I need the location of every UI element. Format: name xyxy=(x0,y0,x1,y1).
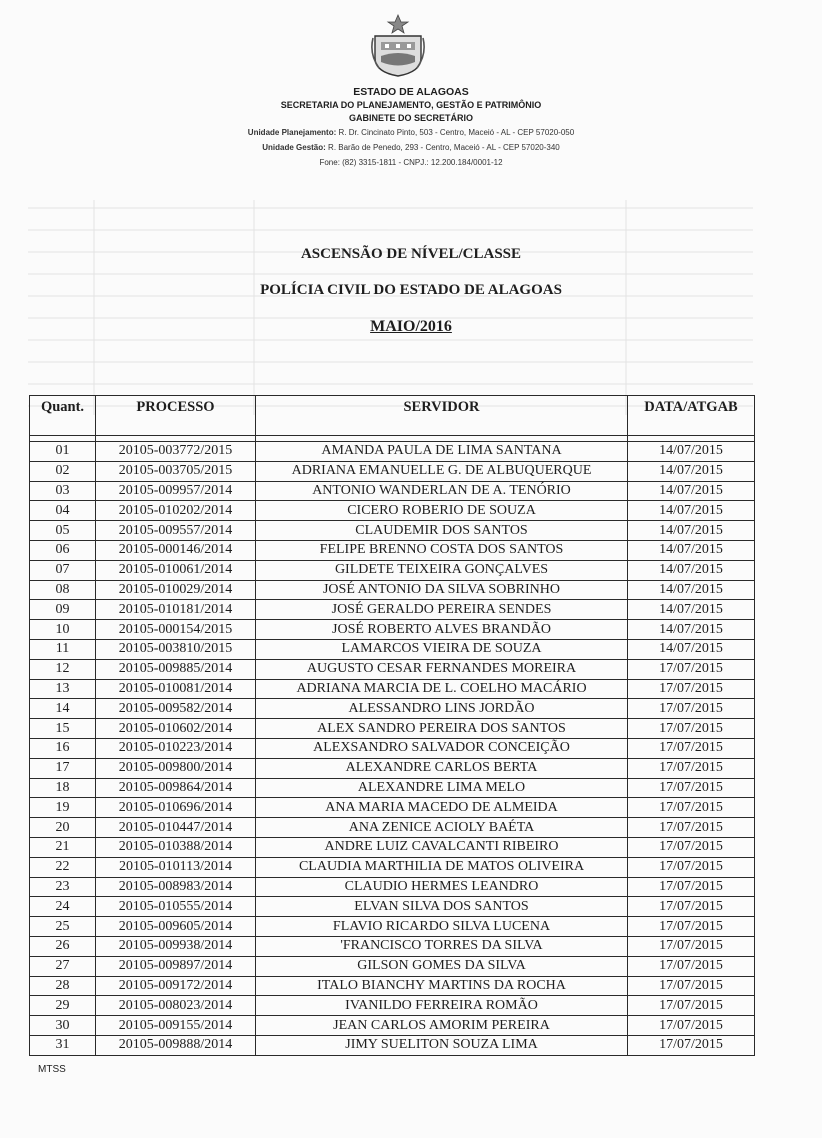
table-row xyxy=(30,976,755,996)
cell-quantity: 23 xyxy=(30,877,96,897)
cell-servant-name: AMANDA PAULA DE LIMA SANTANA xyxy=(256,442,628,462)
cell-date: 17/07/2015 xyxy=(628,857,755,877)
cell-servant-name: CICERO ROBERIO DE SOUZA xyxy=(256,501,628,521)
cell-date: 14/07/2015 xyxy=(628,580,755,600)
cell-date: 14/07/2015 xyxy=(628,442,755,462)
cell-process-number: 20105-009885/2014 xyxy=(96,659,256,679)
cell-date: 14/07/2015 xyxy=(628,521,755,541)
cell-servant-name: ALEXANDRE CARLOS BERTA xyxy=(256,758,628,778)
cell-quantity: 29 xyxy=(30,996,96,1016)
cell-process-number: 20105-010081/2014 xyxy=(96,679,256,699)
cell-quantity: 06 xyxy=(30,540,96,560)
cell-quantity: 22 xyxy=(30,857,96,877)
cell-servant-name: ALEX SANDRO PEREIRA DOS SANTOS xyxy=(256,719,628,739)
table-header-row xyxy=(30,396,755,436)
cell-process-number: 20105-010029/2014 xyxy=(96,580,256,600)
cell-process-number: 20105-010181/2014 xyxy=(96,600,256,620)
cell-process-number: 20105-009888/2014 xyxy=(96,1035,256,1055)
document-title: ASCENSÃO DE NÍVEL/CLASSE xyxy=(300,246,522,262)
header-secretariat: SECRETARIA DO PLANEJAMENTO, GESTÃO E PATRIMÔNIO xyxy=(280,100,542,110)
table-row xyxy=(30,679,755,699)
table-row xyxy=(30,857,755,877)
table-row xyxy=(30,699,755,719)
cell-process-number: 20105-000154/2015 xyxy=(96,620,256,640)
cell-process-number: 20105-010696/2014 xyxy=(96,798,256,818)
cell-quantity: 07 xyxy=(30,560,96,580)
cell-process-number: 20105-010555/2014 xyxy=(96,897,256,917)
cell-servant-name: JOSÉ ANTONIO DA SILVA SOBRINHO xyxy=(256,580,628,600)
cell-servant-name: FLAVIO RICARDO SILVA LUCENA xyxy=(256,917,628,937)
cell-process-number: 20105-000146/2014 xyxy=(96,540,256,560)
cell-date: 17/07/2015 xyxy=(628,818,755,838)
cell-servant-name: AUGUSTO CESAR FERNANDES MOREIRA xyxy=(256,659,628,679)
cell-date: 14/07/2015 xyxy=(628,560,755,580)
cell-quantity: 14 xyxy=(30,699,96,719)
cell-date: 17/07/2015 xyxy=(628,719,755,739)
cell-date: 17/07/2015 xyxy=(628,679,755,699)
cell-quantity: 11 xyxy=(30,639,96,659)
table-row xyxy=(30,778,755,798)
cell-quantity: 13 xyxy=(30,679,96,699)
cell-quantity: 18 xyxy=(30,778,96,798)
table-row xyxy=(30,600,755,620)
cell-process-number: 20105-010223/2014 xyxy=(96,738,256,758)
cell-servant-name: ADRIANA MARCIA DE L. COELHO MACÁRIO xyxy=(256,679,628,699)
table-row xyxy=(30,659,755,679)
cell-date: 17/07/2015 xyxy=(628,798,755,818)
cell-date: 14/07/2015 xyxy=(628,600,755,620)
cell-date: 17/07/2015 xyxy=(628,897,755,917)
cell-date: 17/07/2015 xyxy=(628,659,755,679)
table-row xyxy=(30,580,755,600)
column-header-quantity: Quant. xyxy=(30,396,96,436)
cell-quantity: 10 xyxy=(30,620,96,640)
cell-quantity: 19 xyxy=(30,798,96,818)
cell-date: 17/07/2015 xyxy=(628,837,755,857)
planning-unit-label: Unidade Planejamento: xyxy=(247,128,337,137)
cell-quantity: 12 xyxy=(30,659,96,679)
cell-servant-name: LAMARCOS VIEIRA DE SOUZA xyxy=(256,639,628,659)
planning-unit-address: R. Dr. Cincinato Pinto, 503 - Centro, Maceió - AL - CEP 57020-050 xyxy=(338,128,575,137)
cell-quantity: 28 xyxy=(30,976,96,996)
column-header-date: DATA/ATGAB xyxy=(628,396,755,436)
cell-date: 17/07/2015 xyxy=(628,976,755,996)
cell-servant-name: ANTONIO WANDERLAN DE A. TENÓRIO xyxy=(256,481,628,501)
table-row xyxy=(30,877,755,897)
cell-servant-name: ALEXSANDRO SALVADOR CONCEIÇÃO xyxy=(256,738,628,758)
cell-quantity: 04 xyxy=(30,501,96,521)
cell-process-number: 20105-009938/2014 xyxy=(96,936,256,956)
cell-process-number: 20105-003705/2015 xyxy=(96,461,256,481)
table-row xyxy=(30,798,755,818)
cell-process-number: 20105-010113/2014 xyxy=(96,857,256,877)
table-row xyxy=(30,758,755,778)
cell-servant-name: IVANILDO FERREIRA ROMÃO xyxy=(256,996,628,1016)
cell-process-number: 20105-010061/2014 xyxy=(96,560,256,580)
cell-process-number: 20105-009155/2014 xyxy=(96,1016,256,1036)
cell-process-number: 20105-008983/2014 xyxy=(96,877,256,897)
cell-quantity: 02 xyxy=(30,461,96,481)
cell-date: 17/07/2015 xyxy=(628,738,755,758)
table-row xyxy=(30,1016,755,1036)
cell-date: 17/07/2015 xyxy=(628,936,755,956)
cell-process-number: 20105-010388/2014 xyxy=(96,837,256,857)
cell-process-number: 20105-008023/2014 xyxy=(96,996,256,1016)
cell-quantity: 21 xyxy=(30,837,96,857)
table-row xyxy=(30,501,755,521)
cell-date: 14/07/2015 xyxy=(628,620,755,640)
cell-date: 17/07/2015 xyxy=(628,996,755,1016)
cell-quantity: 03 xyxy=(30,481,96,501)
table-row xyxy=(30,481,755,501)
table-row xyxy=(30,461,755,481)
cell-servant-name: GILDETE TEIXEIRA GONÇALVES xyxy=(256,560,628,580)
cell-process-number: 20105-009864/2014 xyxy=(96,778,256,798)
header-state-name: ESTADO DE ALAGOAS xyxy=(353,86,469,98)
cell-servant-name: ANDRE LUIZ CAVALCANTI RIBEIRO xyxy=(256,837,628,857)
cell-process-number: 20105-003810/2015 xyxy=(96,639,256,659)
footer-initials: MTSS xyxy=(38,1064,66,1075)
cell-date: 17/07/2015 xyxy=(628,1035,755,1055)
cell-quantity: 20 xyxy=(30,818,96,838)
bleed-through-table-artifact xyxy=(28,200,753,415)
document-subtitle: POLÍCIA CIVIL DO ESTADO DE ALAGOAS xyxy=(260,282,562,298)
column-header-process: PROCESSO xyxy=(96,396,256,436)
cell-process-number: 20105-009582/2014 xyxy=(96,699,256,719)
cell-process-number: 20105-009897/2014 xyxy=(96,956,256,976)
cell-quantity: 30 xyxy=(30,1016,96,1036)
table-row xyxy=(30,639,755,659)
document-period: MAIO/2016 xyxy=(370,318,452,335)
cell-servant-name: JEAN CARLOS AMORIM PEREIRA xyxy=(256,1016,628,1036)
table-row xyxy=(30,837,755,857)
cell-servant-name: CLAUDEMIR DOS SANTOS xyxy=(256,521,628,541)
cell-quantity: 17 xyxy=(30,758,96,778)
table-row xyxy=(30,897,755,917)
cell-process-number: 20105-009605/2014 xyxy=(96,917,256,937)
cell-servant-name: CLAUDIO HERMES LEANDRO xyxy=(256,877,628,897)
cell-quantity: 08 xyxy=(30,580,96,600)
cell-quantity: 09 xyxy=(30,600,96,620)
cell-servant-name: JIMY SUELITON SOUZA LIMA xyxy=(256,1035,628,1055)
cell-process-number: 20105-010602/2014 xyxy=(96,719,256,739)
cell-date: 14/07/2015 xyxy=(628,501,755,521)
cell-servant-name: ITALO BIANCHY MARTINS DA ROCHA xyxy=(256,976,628,996)
cell-date: 17/07/2015 xyxy=(628,699,755,719)
table-row xyxy=(30,996,755,1016)
cell-quantity: 24 xyxy=(30,897,96,917)
management-unit-address: R. Barão de Penedo, 293 - Centro, Maceió - AL - CEP 57020-340 xyxy=(328,143,560,152)
cell-date: 14/07/2015 xyxy=(628,639,755,659)
management-unit-label: Unidade Gestão: xyxy=(262,143,326,152)
cell-servant-name: ALEXANDRE LIMA MELO xyxy=(256,778,628,798)
header-phone-cnpj: Fone: (82) 3315-1811 - CNPJ.: 12.200.184/0001-12 xyxy=(319,158,503,167)
header-management-unit-address xyxy=(0,143,822,152)
table-row xyxy=(30,1035,755,1055)
table-row xyxy=(30,560,755,580)
column-header-servant: SERVIDOR xyxy=(256,396,628,436)
cell-process-number: 20105-009957/2014 xyxy=(96,481,256,501)
cell-servant-name: ELVAN SILVA DOS SANTOS xyxy=(256,897,628,917)
table-row xyxy=(30,521,755,541)
table-row xyxy=(30,738,755,758)
cell-date: 17/07/2015 xyxy=(628,758,755,778)
cell-quantity: 16 xyxy=(30,738,96,758)
table-row xyxy=(30,719,755,739)
cell-quantity: 26 xyxy=(30,936,96,956)
table-row xyxy=(30,936,755,956)
table-row xyxy=(30,620,755,640)
cell-quantity: 01 xyxy=(30,442,96,462)
table-row xyxy=(30,818,755,838)
header-planning-unit-address xyxy=(0,128,822,137)
table-row xyxy=(30,442,755,462)
cell-servant-name: ADRIANA EMANUELLE G. DE ALBUQUERQUE xyxy=(256,461,628,481)
cell-quantity: 31 xyxy=(30,1035,96,1055)
cell-servant-name: ANA ZENICE ACIOLY BAÉTA xyxy=(256,818,628,838)
table-row xyxy=(30,956,755,976)
cell-date: 17/07/2015 xyxy=(628,917,755,937)
cell-date: 14/07/2015 xyxy=(628,540,755,560)
cell-date: 17/07/2015 xyxy=(628,1016,755,1036)
table-row xyxy=(30,917,755,937)
header-cabinet: GABINETE DO SECRETÁRIO xyxy=(348,113,473,123)
cell-quantity: 27 xyxy=(30,956,96,976)
promotion-list-table xyxy=(29,395,755,1056)
cell-date: 17/07/2015 xyxy=(628,956,755,976)
cell-process-number: 20105-003772/2015 xyxy=(96,442,256,462)
cell-servant-name: FELIPE BRENNO COSTA DOS SANTOS xyxy=(256,540,628,560)
cell-process-number: 20105-009800/2014 xyxy=(96,758,256,778)
cell-servant-name: ALESSANDRO LINS JORDÃO xyxy=(256,699,628,719)
table-row xyxy=(30,540,755,560)
cell-process-number: 20105-009557/2014 xyxy=(96,521,256,541)
cell-servant-name: JOSÉ ROBERTO ALVES BRANDÃO xyxy=(256,620,628,640)
cell-quantity: 05 xyxy=(30,521,96,541)
cell-servant-name: ANA MARIA MACEDO DE ALMEIDA xyxy=(256,798,628,818)
cell-quantity: 25 xyxy=(30,917,96,937)
cell-date: 14/07/2015 xyxy=(628,481,755,501)
cell-date: 17/07/2015 xyxy=(628,877,755,897)
cell-process-number: 20105-009172/2014 xyxy=(96,976,256,996)
cell-servant-name: 'FRANCISCO TORRES DA SILVA xyxy=(256,936,628,956)
cell-servant-name: CLAUDIA MARTHILIA DE MATOS OLIVEIRA xyxy=(256,857,628,877)
state-coat-of-arms-seal xyxy=(371,14,425,78)
cell-date: 14/07/2015 xyxy=(628,461,755,481)
cell-servant-name: GILSON GOMES DA SILVA xyxy=(256,956,628,976)
cell-date: 17/07/2015 xyxy=(628,778,755,798)
cell-process-number: 20105-010447/2014 xyxy=(96,818,256,838)
cell-quantity: 15 xyxy=(30,719,96,739)
cell-process-number: 20105-010202/2014 xyxy=(96,501,256,521)
cell-servant-name: JOSÉ GERALDO PEREIRA SENDES xyxy=(256,600,628,620)
